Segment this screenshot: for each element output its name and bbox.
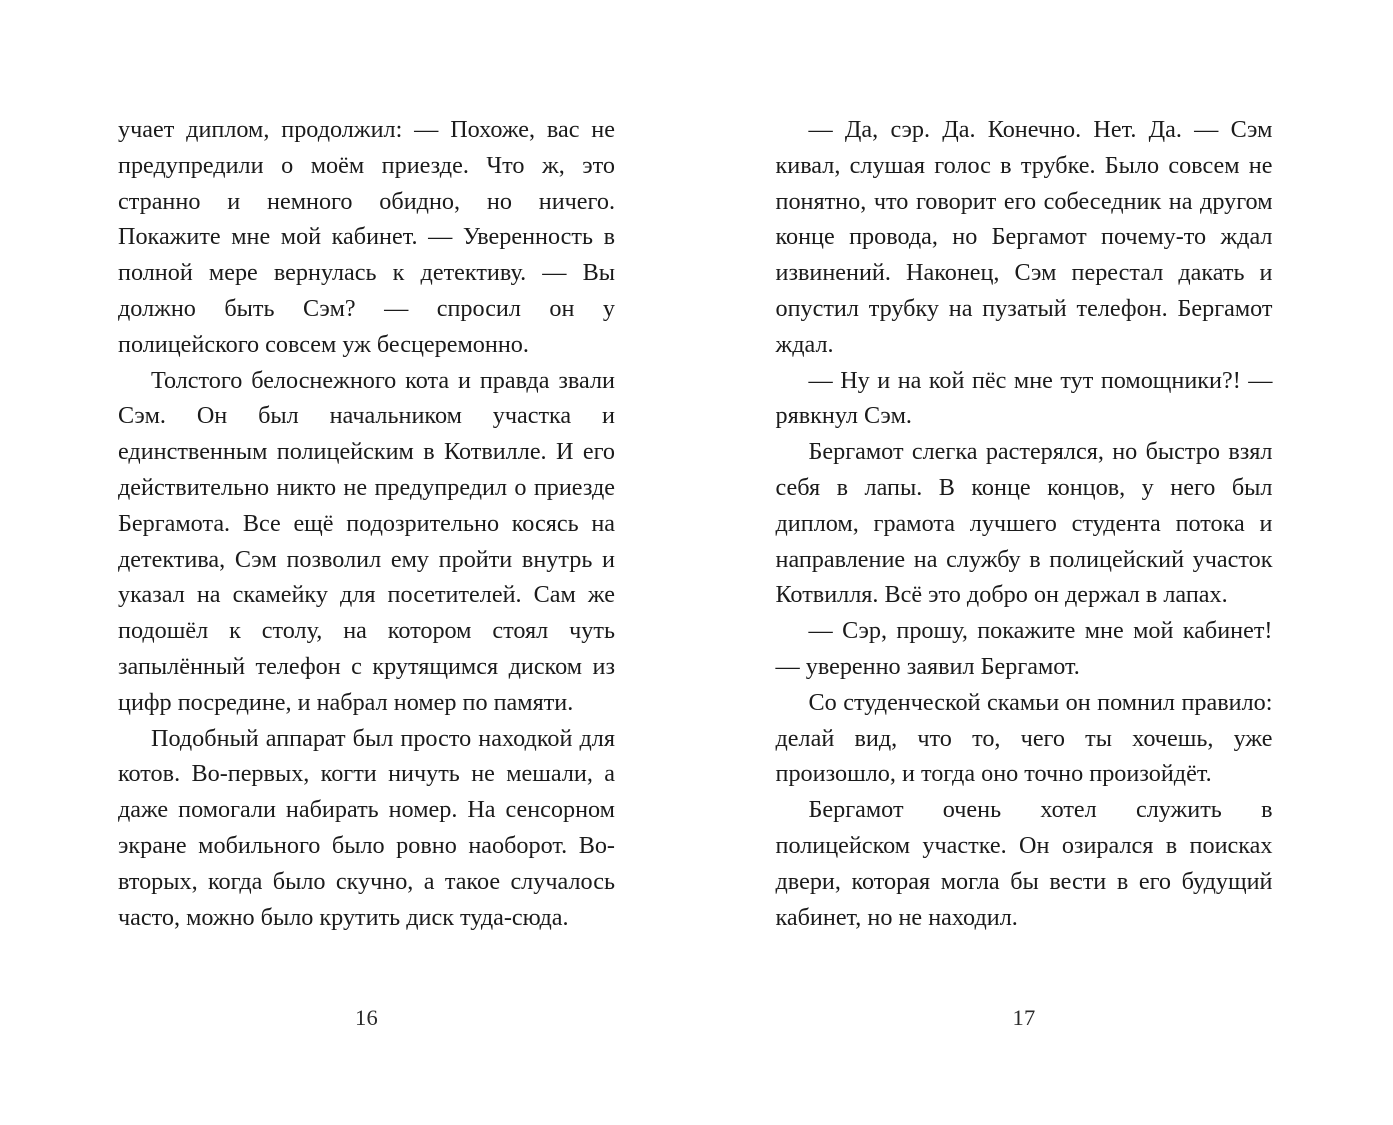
paragraph: — Сэр, прошу, покажите мне мой кабинет! — уверенно заявил Бергамот. bbox=[775, 617, 1273, 680]
paragraph: Бергамот слегка растерялся, но быстро взял себя в лапы. В конце концов, у него был диплом, грамота лучшего студента потока и направление на службу в полицейский участок Котвилля. Всё это добро он держал в лапах. bbox=[775, 438, 1273, 609]
page-number-left: 16 bbox=[354, 1005, 379, 1030]
paragraph: Бергамот очень хотел служить в полицейском участке. Он озирался в поисках двери, которая могла бы вести в его будущий кабинет, но не находил. bbox=[775, 796, 1273, 931]
page-right-text-column bbox=[776, 112, 1273, 935]
page-left-text-column bbox=[118, 112, 615, 935]
paragraph: учает диплом, продолжил: — Похоже, вас не предупредили о моём приезде. Что ж, это странно и немного обидно, но ничего. Покажите мне мой кабинет. — Уверенность в полной мере вернулась к детективу. — Вы должно быть Сэм? — спросил он у полицейского совсем уж бесцеремонно. bbox=[118, 116, 615, 358]
paragraph: Подобный аппарат был просто находкой для котов. Во-первых, когти ничуть не мешали, а даже помогали набирать номер. На сенсорном экране мобильного было ровно наоборот. Во-вторых, когда было скучно, а такое случалось часто, можно было крутить диск туда-сюда. bbox=[118, 724, 615, 931]
paragraph: Толстого белоснежного кота и правда звали Сэм. Он был начальником участка и единственным полицейским в Котвилле. И его действительно никто не предупредил о приезде Бергамота. Все ещё подозрительно косясь на детектива, Сэм позволил ему пройти внутрь и указал на скамейку для посетителей. Сам же подошёл к столу, на котором стоял чуть запылённый телефон с крутящимся диском из цифр посредине, и набрал номер по памяти. bbox=[118, 366, 615, 716]
paragraph: — Да, сэр. Да. Конечно. Нет. Да. — Сэм кивал, слушая голос в трубке. Было совсем не понятно, что говорит его собеседник на другом конце провода, но Бергамот почему-то ждал извинений. Наконец, Сэм перестал дакать и опустил трубку на пузатый телефон. Бергамот ждал. bbox=[775, 116, 1273, 358]
page-right bbox=[697, 0, 1393, 1125]
page-number-right: 17 bbox=[1012, 1005, 1036, 1030]
paragraph: Со студенческой скамьи он помнил правило: делай вид, что то, чего ты хочешь, уже произошло, и тогда оно точно произойдёт. bbox=[775, 688, 1273, 788]
paragraph: — Ну и на кой пёс мне тут помощники?! — рявкнул Сэм. bbox=[775, 366, 1273, 430]
